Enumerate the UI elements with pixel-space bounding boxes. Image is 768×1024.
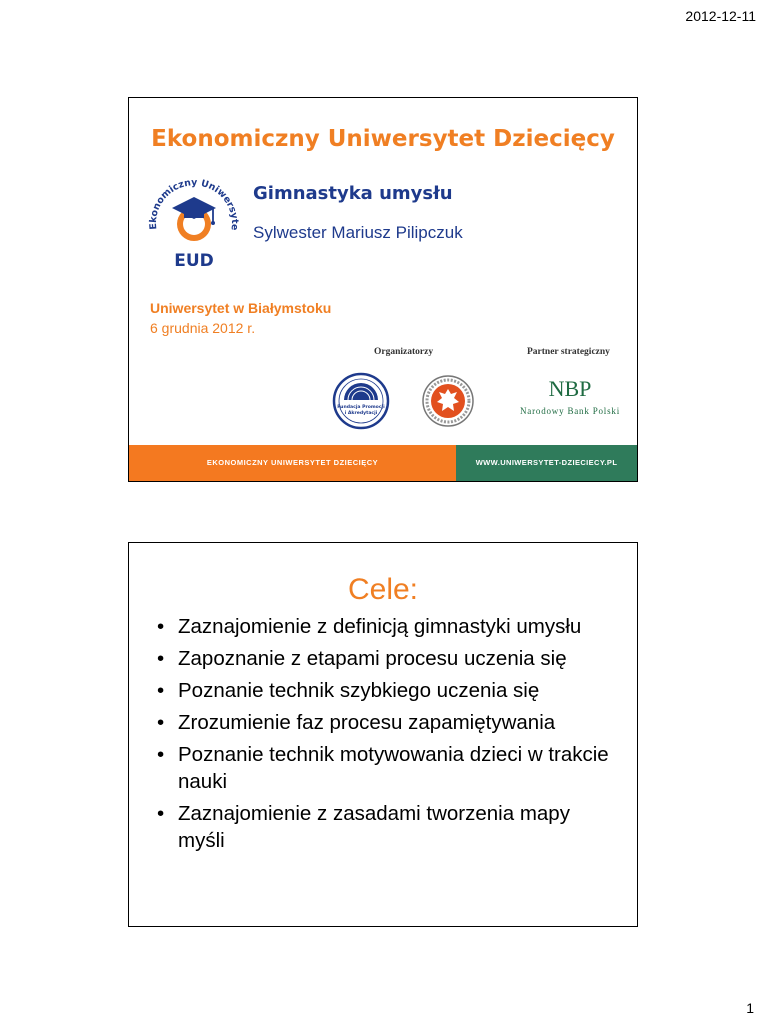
goal-item: • Zrozumienie faz procesu zapamiętywania — [153, 709, 617, 736]
goals-slide — [128, 542, 638, 927]
goals-list — [153, 613, 617, 859]
logo-ring-text: Ekonomiczny Uniwersyte — [147, 177, 241, 231]
slide-title: Ekonomiczny Uniwersytet Dziecięcy — [151, 126, 615, 152]
footer-university-name: EKONOMICZNY UNIWERSYTET DZIECIĘCY — [129, 445, 456, 481]
footer-website: WWW.UNIWERSYTET-DZIECIECY.PL — [456, 445, 637, 481]
presentation-subtitle: Gimnastyka umysłu — [253, 183, 453, 204]
nbp-logo — [515, 378, 625, 416]
partner-label: Partner strategiczny — [527, 347, 610, 357]
organizers-label: Organizatorzy — [374, 347, 434, 357]
logo-text: EUD — [174, 251, 214, 270]
author-name: Sylwester Mariusz Pilipczuk — [253, 223, 463, 242]
title-slide — [128, 97, 638, 482]
event-date: 6 grudnia 2012 r. — [150, 320, 256, 336]
nbp-name: Narodowy Bank Polski — [520, 406, 620, 416]
eud-logo — [144, 170, 244, 270]
header-date: 2012-12-11 — [685, 8, 756, 24]
goal-item: • Zaznajomienie z definicją gimnastyki umysłu — [153, 613, 617, 640]
page-number: 1 — [746, 1000, 754, 1016]
foundation-logo — [332, 372, 390, 430]
venue: Uniwersytet w Białymstoku — [150, 300, 332, 316]
org1-line1: Fundacja Promocji — [337, 405, 385, 410]
goal-item: • Poznanie technik motywowania dzieci w trakcie nauki — [153, 741, 617, 795]
university-seal — [421, 374, 475, 428]
nbp-mark: NBP — [548, 376, 592, 401]
goal-item: • Zaznajomienie z zasadami tworzenia mapy myśli — [153, 800, 617, 854]
org1-line2: i Akredytacji — [344, 411, 378, 416]
goals-title: Cele: — [347, 573, 419, 606]
goal-item: • Poznanie technik szybkiego uczenia się — [153, 677, 617, 704]
goal-item: • Zapoznanie z etapami procesu uczenia się — [153, 645, 617, 672]
